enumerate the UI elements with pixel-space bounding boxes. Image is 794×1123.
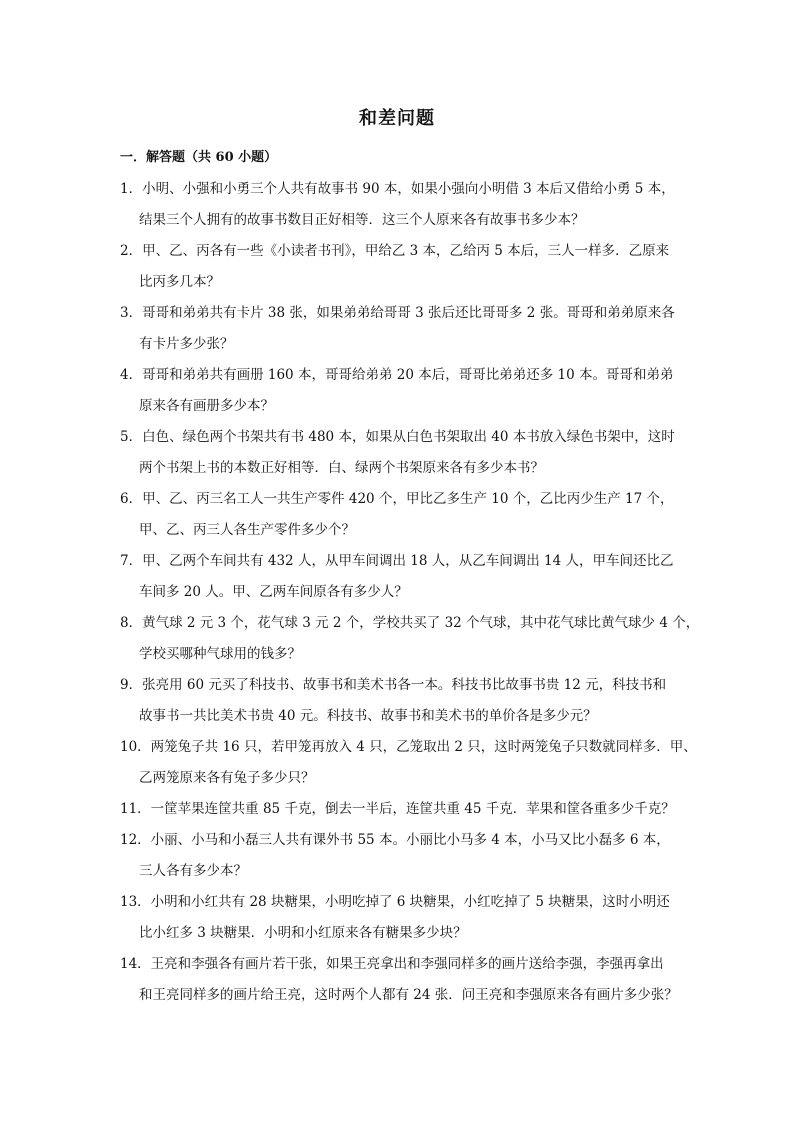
question-line: 4．哥哥和弟弟共有画册 160 本，哥哥给弟弟 20 本后，哥哥比弟弟还多 10 本。哥哥和弟弟 [120,367,674,383]
section-heading: 一．解答题（共 60 小题） [120,150,278,165]
question-list [120,174,700,1011]
question-8 [120,608,700,670]
question-line: 和王亮同样多的画片给王亮，这时两个人都有 24 张．问王亮和李强原来各有画片多少张？ [139,987,678,1003]
question-line: 13．小明和小红共有 28 块糖果，小明吃掉了 6 块糖果，小红吃掉了 5 块糖果，这时小明还 [120,894,670,910]
question-1 [120,174,680,236]
question-line: 7．甲、乙两个车间共有 432 人，从甲车间调出 18 人，从乙车间调出 14 人，甲车间还比乙 [120,553,674,569]
question-line: 两个书架上书的本数正好相等．白、绿两个书架原来各有多少本书？ [139,460,544,476]
question-line: 14．王亮和李强各有画片若干张，如果王亮拿出和李强同样多的画片送给李强，李强再拿出 [120,956,664,972]
question-line: 乙两笼原来各有兔子多少只？ [139,770,315,786]
question-line: 车间多 20 人。甲、乙两车间原各有多少人？ [139,584,408,600]
question-7 [120,546,680,608]
question-line: 结果三个人拥有的故事书数目正好相等．这三个人原来各有故事书多少本？ [139,212,585,228]
question-line: 2．甲、乙、丙各有一些《小读者书刊》，甲给乙 3 本，乙给丙 5 本后，三人一样多．乙原来 [120,243,670,259]
question-line: 3．哥哥和弟弟共有卡片 38 张，如果弟弟给哥哥 3 张后还比哥哥多 2 张。哥哥和弟弟原来各 [120,305,675,321]
question-line: 6．甲、乙、丙三名工人一共生产零件 420 个，甲比乙多生产 10 个，乙比丙少生产 17 个， [120,491,674,507]
question-14 [120,949,680,1011]
question-11 [120,794,680,825]
question-3 [120,298,680,360]
question-2 [120,236,680,298]
question-line: 甲、乙、丙三人各生产零件多少个？ [139,522,355,538]
question-4 [120,360,680,422]
question-line: 比丙多几本？ [139,274,220,290]
question-10 [120,732,697,794]
question-5 [120,422,680,484]
question-line: 有卡片多少张？ [139,336,234,352]
question-line: 10．两笼兔子共 16 只，若甲笼再放入 4 只，乙笼取出 2 只，这时两笼兔子只数就同样多．甲、 [120,739,697,755]
question-line: 原来各有画册多少本？ [139,398,274,414]
question-line: 1．小明、小强和小勇三个人共有故事书 90 本，如果小强向小明借 3 本后又借给小勇 5 本， [120,181,675,197]
question-line: 学校买哪种气球用的钱多？ [139,646,301,662]
question-line: 5．白色、绿色两个书架共有书 480 本，如果从白色书架取出 40 本书放入绿色书架中，这时 [120,429,675,445]
question-line: 8．黄气球 2 元 3 个，花气球 3 元 2 个，学校共买了 32 个气球，其中花气球比黄气球少 4 个， [120,615,700,631]
question-line: 12．小丽、小马和小磊三人共有课外书 55 本。小丽比小马多 4 本，小马又比小磊多 6 本， [120,832,670,848]
question-line: 三人各有多少本？ [139,863,247,879]
question-9 [120,670,680,732]
question-line: 9．张亮用 60 元买了科技书、故事书和美术书各一本。科技书比故事书贵 12 元，科技书和 [120,677,667,693]
question-line: 11．一筐苹果连筐共重 85 千克，倒去一半后，连筐共重 45 千克．苹果和筐各重多少千克？ [120,801,675,817]
question-line: 故事书一共比美术书贵 40 元。科技书、故事书和美术书的单价各是多少元？ [139,708,597,724]
page-title: 和差问题 [359,108,435,129]
question-12 [120,825,680,887]
question-13 [120,887,680,949]
question-line: 比小红多 3 块糖果．小明和小红原来各有糖果多少块？ [139,925,467,941]
question-6 [120,484,680,546]
